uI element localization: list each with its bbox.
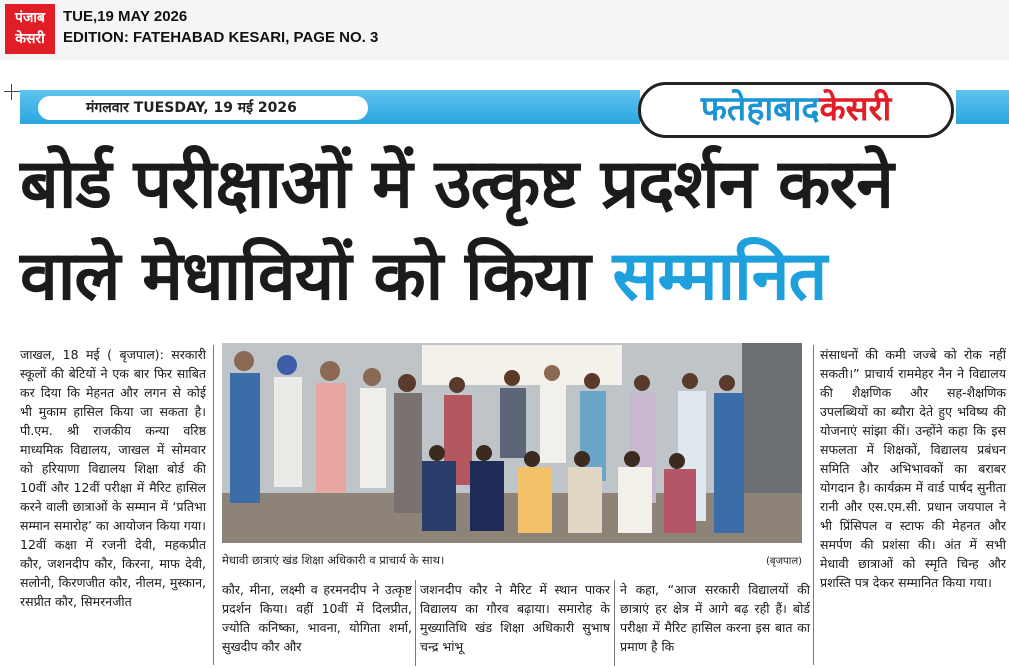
- logo-line-2: केसरी: [15, 31, 45, 47]
- headline-line-2: [20, 226, 826, 319]
- group-photo-illustration: [222, 343, 802, 543]
- edition-info: EDITION: FATEHABAD KESARI, PAGE NO. 3: [63, 29, 379, 46]
- paper-name-part-a: फतेहाबाद: [700, 89, 820, 129]
- article-column-3: जशनदीप कौर ने मैरिट में स्थान पाकर विद्यालय का गौरव बढ़ाया। समारोह के मुख्यातिथि खंड शिक्षा अधिकारी सुभाष चन्द्र भांभू: [420, 582, 610, 654]
- column-divider: [813, 345, 814, 665]
- photo-caption-row: [222, 553, 802, 568]
- headline-line-2-main: वाले मेधावियों को किया: [20, 237, 613, 316]
- article-column-2: कौर, मीना, लक्ष्मी व हरमनदीप ने उत्कृष्ट प्रदर्शन किया। वहीं 10वीं में दिलप्रीत, ज्योति कनिष्का, भावना, योगिता शर्मा, सुखदीप कौर और: [222, 582, 412, 654]
- top-bar: [0, 0, 1009, 60]
- news-photo: [222, 343, 802, 543]
- column-divider: [415, 580, 416, 666]
- photo-caption: मेधावी छात्राएं खंड शिक्षा अधिकारी व प्राचार्य के साथ।: [222, 553, 445, 567]
- paper-masthead: [638, 82, 954, 138]
- column-divider: [614, 580, 615, 666]
- paper-name-part-b: केसरी: [819, 89, 892, 129]
- masthead-date: मंगलवार TUESDAY, 19 मई 2026: [38, 96, 368, 120]
- headline-line-1: बोर्ड परीक्षाओं में उत्कृष्ट प्रदर्शन करने: [20, 145, 893, 224]
- article-column-4: ने कहा, “आज सरकारी विद्यालयों की छात्राएं हर क्षेत्र में आगे बढ़ रही हैं। बोर्ड परीक्षा में मैरिट हासिल करना इस बात का प्रमाण है कि: [620, 582, 810, 654]
- masthead-band-end: [956, 90, 1009, 124]
- article-column-1: जाखल, 18 मई ( बृजपाल): सरकारी स्कूलों की बेटियों ने एक बार फिर साबित कर दिया कि मेहनत और लगन से कोई भी मुकाम हासिल किया जा सकता है। पी.एम. श्री राजकीय कन्या वरिष्ठ माध्यमिक विद्यालय, जाखल में सोमवार को हरियाणा विद्यालय शिक्षा बोर्ड की 10वीं और 12वीं परीक्षा में मैरिट हासिल करने वाली छात्राओं के सम्मान में ‘प्रतिभा सम्मान समारोह’ का आयोजन किया गया। 12वीं कक्षा में रजनी देवी, महकप्रीत कौर, जशनदीप कौर, किरना, माफ देवी, सलोनी, किरणजीत कौर, नीलम, मुस्कान, रसप्रीत कौर, सिमरनजीत: [20, 347, 206, 609]
- logo-line-1: पंजाब: [15, 10, 45, 26]
- column-divider: [213, 345, 214, 665]
- headline-accent-word: सम्मानित: [612, 237, 827, 316]
- punjab-kesari-logo: [5, 4, 55, 54]
- crop-mark-icon: [4, 84, 20, 100]
- photo-credit: (बृजपाल): [766, 556, 802, 567]
- article-column-5: संसाधनों की कमी जज्बे को रोक नहीं सकती।” प्राचार्य राममेहर नैन ने विद्यालय की शैक्षणिक और सह-शैक्षणिक उपलब्धियों का ब्यौरा देते हुए भविष्य की योजनाएं सांझा कीं। उन्होंने कहा कि इस सफलता में शिक्षकों, विद्यालय प्रबंधन समिति और अभिभावकों का बराबर योगदान है। कार्यक्रम में वार्ड पार्षद सुनीता रानी और एस.एम.सी. प्रधान जयपाल ने भी प्रिंसिपल व स्टाफ की मेहनत और समर्पण की प्रशंसा की। अंत में सभी मेधावी छात्राओं को स्मृति चिन्ह और प्रशस्ति पत्र देकर सम्मानित किया गया।: [820, 347, 1006, 590]
- issue-date: TUE,19 MAY 2026: [63, 8, 188, 25]
